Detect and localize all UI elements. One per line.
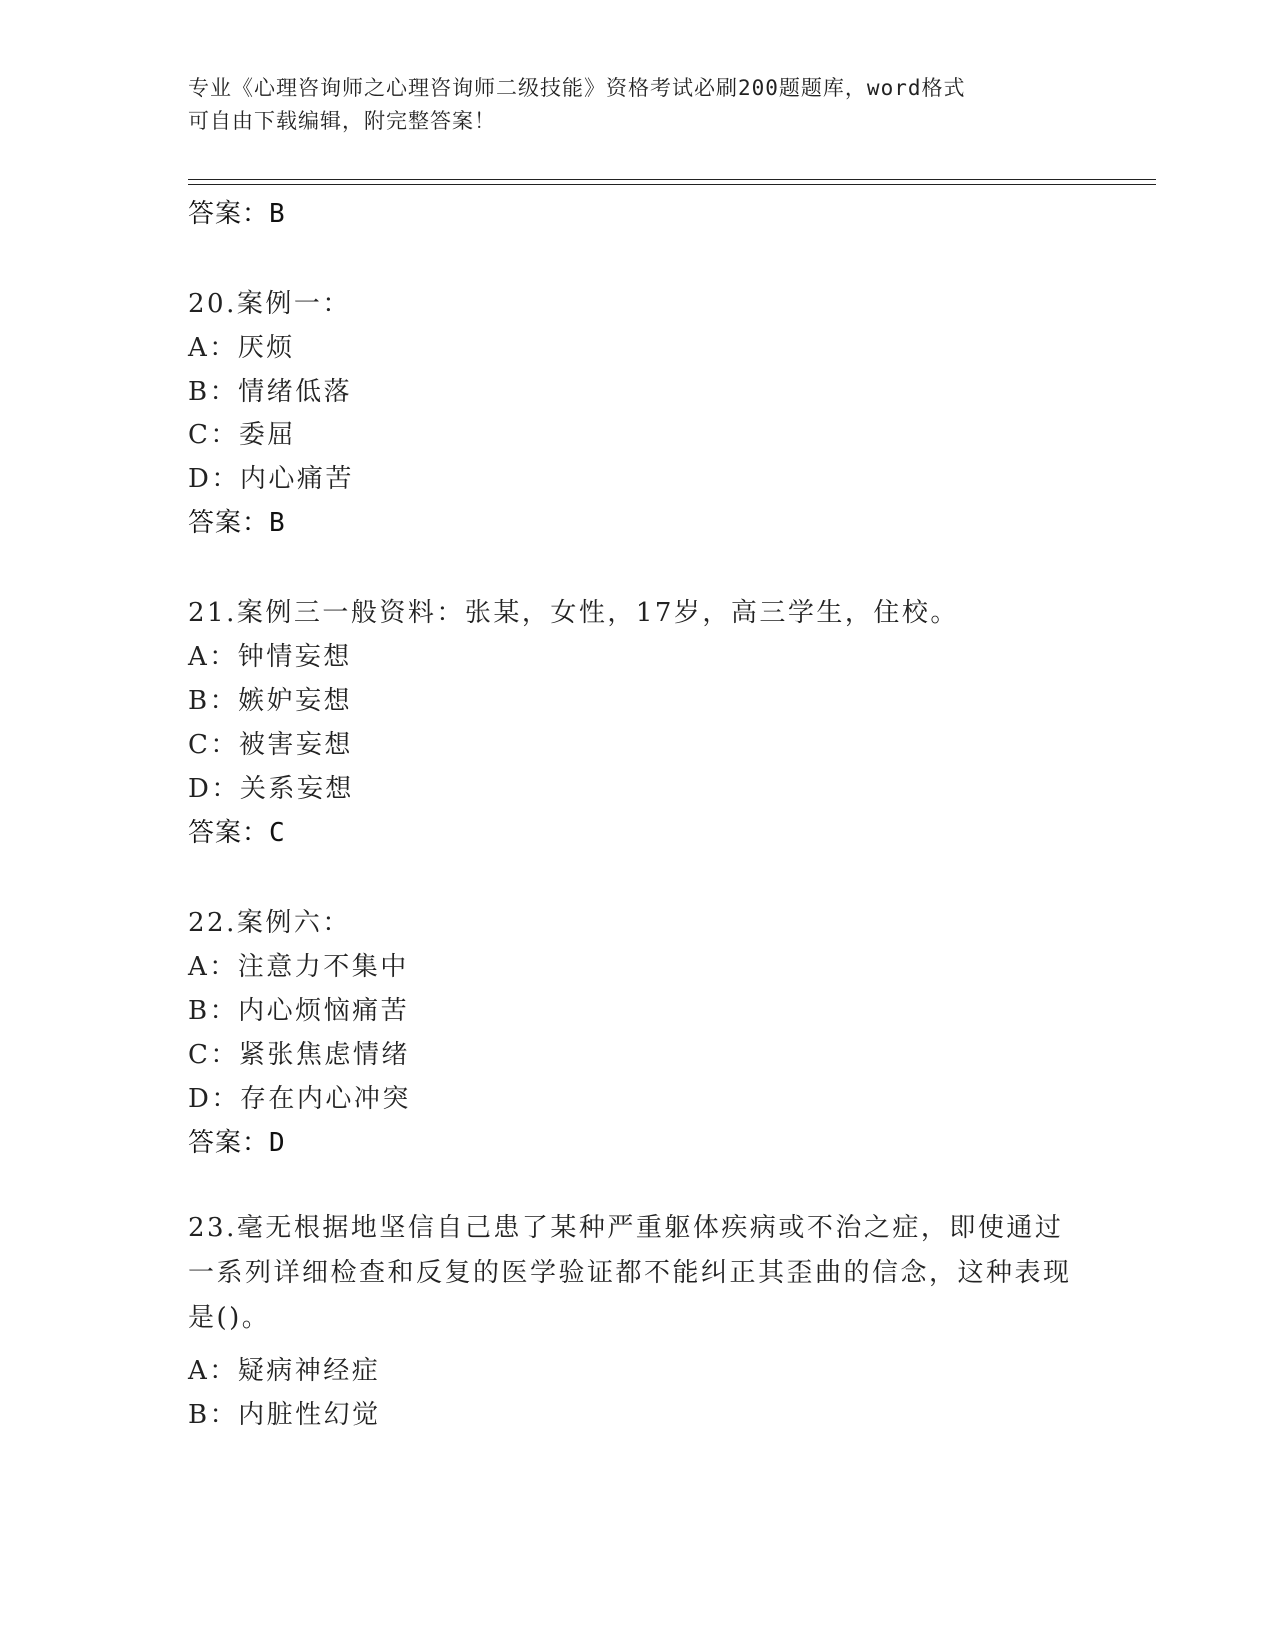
option-22-a: A：注意力不集中 [188, 952, 409, 982]
option-22-d: D：存在内心冲突 [188, 1084, 411, 1114]
option-21-a: A：钟情妄想 [188, 642, 352, 672]
option-22-c: C：紧张焦虑情绪 [188, 1040, 410, 1070]
previous-answer: 答案：B [188, 199, 286, 229]
answer-21: 答案：C [188, 818, 286, 848]
document-header [188, 72, 1068, 138]
header-line-2: 可自由下载编辑，附完整答案！ [188, 109, 496, 133]
option-20-a: A：厌烦 [188, 333, 295, 363]
option-23-b: B：内脏性幻觉 [188, 1400, 381, 1430]
answer-20: 答案：B [188, 508, 286, 538]
question-stem-21: 21.案例三一般资料：张某，女性，17岁，高三学生，住校。 [188, 598, 959, 628]
question-stem-22: 22.案例六： [188, 908, 351, 938]
option-21-b: B：嫉妒妄想 [188, 686, 353, 716]
option-20-d: D：内心痛苦 [188, 464, 354, 494]
header-divider-bottom [188, 184, 1156, 185]
option-21-d: D：关系妄想 [188, 774, 354, 804]
answer-22: 答案：D [188, 1128, 286, 1158]
option-22-b: B：内心烦恼痛苦 [188, 996, 410, 1026]
question-stem-23: 23.毫无根据地坚信自己患了某种严重躯体疾病或不治之症，即使通过一系列详细检查和反复的医学验证都不能纠正其歪曲的信念，这种表现是()。 [188, 1213, 1072, 1333]
question-stem-20: 20.案例一： [188, 289, 351, 319]
option-20-c: C：委屈 [188, 420, 296, 450]
header-divider-top [188, 179, 1156, 180]
option-21-c: C：被害妄想 [188, 730, 353, 760]
option-20-b: B：情绪低落 [188, 377, 353, 407]
option-23-a: A：疑病神经症 [188, 1356, 381, 1386]
header-line-1: 专业《心理咨询师之心理咨询师二级技能》资格考试必刷200题题库，word格式 [188, 76, 966, 100]
